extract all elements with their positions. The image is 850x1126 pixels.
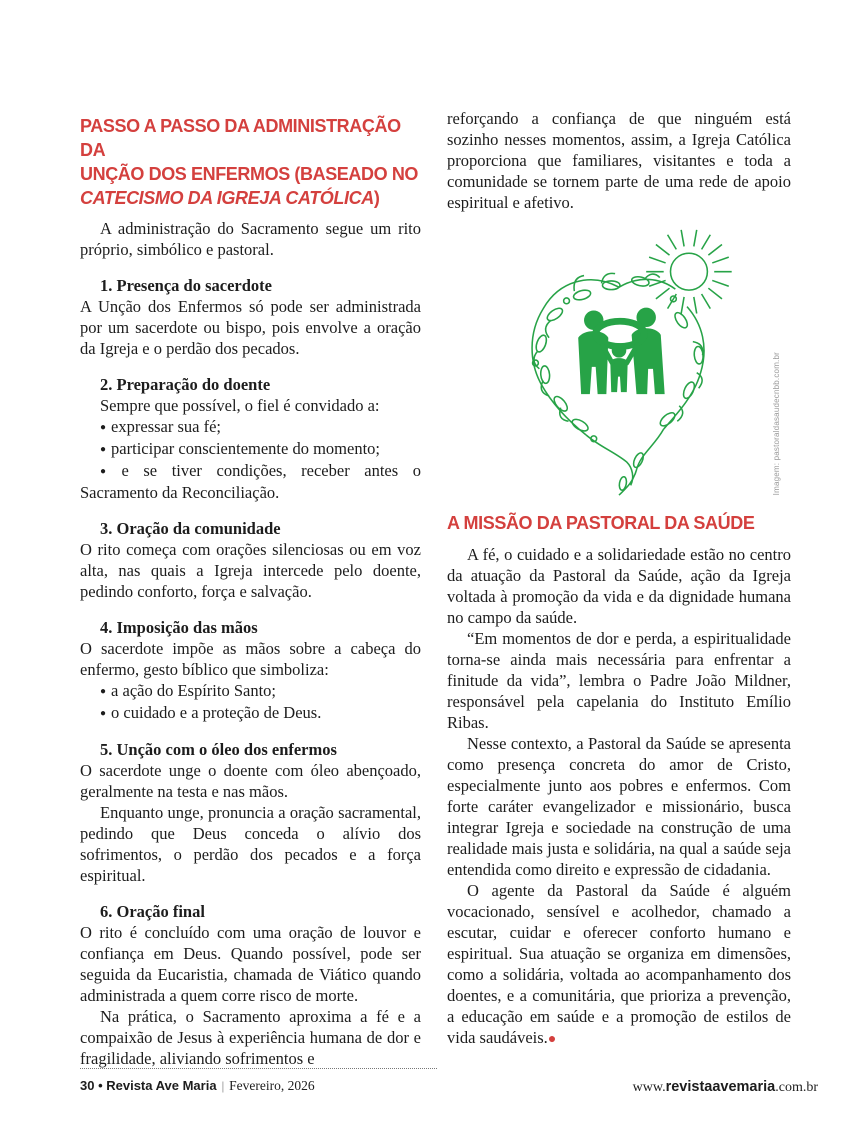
footer-separator: | — [221, 1078, 225, 1093]
right-column — [447, 108, 791, 1050]
heading-line — [80, 186, 421, 210]
bullet-text: o cuidado e a proteção de Deus. — [111, 703, 322, 722]
bullet-text: a ação do Espírito Santo; — [111, 681, 277, 700]
step-2-paragraph: Sempre que possível, o fiel é convidado a: — [100, 396, 380, 415]
left-column — [80, 114, 421, 1069]
step-3-title: 3. Oração da comunidade — [100, 519, 281, 538]
bullet-text: e se tiver condições, receber antes o Sacramento da Reconciliação. — [80, 461, 421, 502]
heading-italic-part: CATECISMO DA IGREJA CATÓLICA — [80, 188, 374, 208]
step-5-paragraph: O sacerdote unge o doente com óleo abençoado, geralmente na testa e nas mãos. — [80, 761, 421, 801]
intro-paragraph: A administração do Sacramento segue um rito próprio, simbólico e pastoral. — [80, 219, 421, 259]
footer-left — [80, 1068, 437, 1095]
pastoral-illustration-figure — [447, 227, 791, 499]
paragraph-text: O agente da Pastoral da Saúde é alguém vocacionado, sensível e acolhedor, chamado a escutar, cuidar e oferecer conforto humano e espiritual. Sua atuação se organiza em dimensões, como a solidária, voltada ao acompanhamento dos doentes, e a comunitária, que prioriza a prevenção, a educação em saúde e a promoção de estilos de vida saudáveis. — [447, 881, 791, 1047]
step-1-paragraph: A Unção dos Enfermos só pode ser administrada por um sacerdote ou bispo, pois envolve a oração da Igreja e o perdão dos pecados. — [80, 297, 421, 358]
bullet-icon: ● — [100, 708, 107, 719]
step-3-paragraph: O rito começa com orações silenciosas ou em voz alta, nas quais a Igreja intercede pelo doente, pedindo conforto, força e salvação. — [80, 540, 421, 601]
step-4 — [80, 617, 421, 724]
bullet-icon: ● — [100, 422, 107, 433]
step-4-title: 4. Imposição das mãos — [100, 618, 258, 637]
bullet-icon: ● — [100, 686, 107, 697]
sun-icon — [646, 230, 731, 314]
step-3 — [80, 518, 421, 602]
body-paragraph: A fé, o cuidado e a solidariedade estão no centro da atuação da Pastoral da Saúde, ação da Igreja voltada à promoção da vida e da dignidade humana no campo da saúde. — [447, 545, 791, 627]
step-5 — [80, 739, 421, 886]
step-2 — [80, 374, 421, 503]
step-2-title: 2. Preparação do doente — [100, 375, 271, 394]
leaf-wreath — [532, 273, 704, 495]
bullet-icon: ● — [100, 444, 107, 455]
bullet-text: expressar sua fé; — [111, 417, 221, 436]
bullet-item — [80, 416, 421, 438]
bullet-item — [80, 438, 421, 460]
heading-line: PASSO A PASSO DA ADMINISTRAÇÃO DA — [80, 116, 401, 160]
bullet-item — [80, 702, 421, 724]
pastoral-da-saude-illustration — [469, 227, 769, 499]
step-5-title: 5. Unção com o óleo dos enfermos — [100, 740, 337, 759]
article-heading — [80, 114, 421, 210]
step-1-title: 1. Presença do sacerdote — [100, 276, 272, 295]
step-6-paragraph: O rito é concluído com uma oração de louvor e confiança em Deus. Quando possível, pode ser seguida da Eucaristia, chamada de Viático quando administrada a quem corre risco de morte. — [80, 923, 421, 1005]
url-domain: revistaavemaria — [665, 1079, 776, 1095]
url-suffix: .com.br — [775, 1080, 818, 1095]
bullet-item — [80, 460, 421, 503]
issue-date: Fevereiro, 2026 — [229, 1078, 315, 1093]
bullet-item — [80, 680, 421, 702]
continuation-paragraph: reforçando a confiança de que ninguém está sozinho nesses momentos, assim, a Igreja Católica proporciona que familiares, visitantes e toda a comunidade se tornem parte de uma rede de apoio espiritual e afetivo. — [447, 109, 791, 212]
bullet-icon: ● — [100, 466, 117, 477]
step-6-title: 6. Oração final — [100, 902, 205, 921]
step-4-paragraph: O sacerdote impõe as mãos sobre a cabeça do enfermo, gesto bíblico que simboliza: — [80, 639, 421, 679]
heading-line: UNÇÃO DOS ENFERMOS (BASEADO NO — [80, 164, 419, 184]
body-paragraph — [447, 880, 791, 1050]
heading-close-paren: ) — [373, 188, 380, 208]
image-credit-caption: Imagem: pastoraldasaudecnbb.com.br — [772, 352, 781, 496]
bullet-text: participar conscientemente do momento; — [111, 439, 380, 458]
section-heading: A MISSÃO DA PASTORAL DA SAÚDE — [447, 513, 755, 533]
step-6-paragraph: Na prática, o Sacramento aproxima a fé e a compaixão de Jesus à experiência humana de dor e fragilidade, aliviando sofrimentos e — [80, 1007, 421, 1068]
article-end-dot-icon: ● — [547, 1032, 557, 1047]
url-prefix: www. — [632, 1080, 666, 1095]
page-number-and-magazine: 30 • Revista Ave Maria — [80, 1078, 217, 1093]
step-1 — [80, 275, 421, 359]
footer-website — [633, 1079, 818, 1096]
step-6 — [80, 901, 421, 1069]
step-5-paragraph: Enquanto unge, pronuncia a oração sacramental, pedindo que Deus conceda o alívio dos sofrimentos, o perdão dos pecados e a força espiritual. — [80, 803, 421, 885]
body-paragraph: “Em momentos de dor e perda, a espiritualidade torna-se ainda mais necessária para enfrentar a finitude da vida”, lembra o Padre João Mildner, responsável pela capelania do Instituto Emílio Ribas. — [447, 629, 791, 732]
body-paragraph: Nesse contexto, a Pastoral da Saúde se apresenta como presença concreta do amor de Cristo, especialmente junto aos pobres e enfermos. Com forte caráter evangelizador e missionário, busca integrar Igreja e sociedade na construção de uma realidade mais justa e solidária, na qual a saúde seja entendida como direito e expressão de cidadania. — [447, 734, 791, 879]
